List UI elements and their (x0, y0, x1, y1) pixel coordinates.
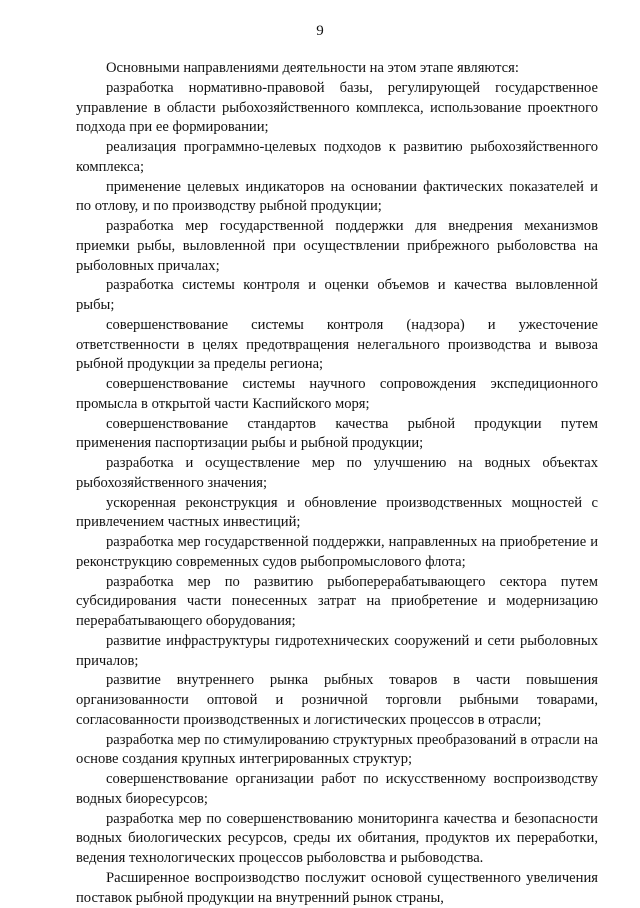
paragraph: разработка нормативно-правовой базы, регулирующей государственное управление в области рыбохозяйственного комплекса, использование проектного подхода при ее формировании; (76, 79, 598, 136)
paragraph: разработка мер по совершенствованию мониторинга качества и безопасности водных биологических ресурсов, среды их обитания, продуктов их переработки, ведения технологических процессов рыболовства и рыбоводства. (76, 810, 598, 866)
paragraph: разработка мер по стимулированию структурных преобразований в отрасли на основе создания крупных интегрированных структур; (76, 731, 598, 768)
paragraph: применение целевых индикаторов на основании фактических показателей и по отлову, и по производству рыбной продукции; (76, 178, 598, 215)
paragraph: Расширенное воспроизводство послужит основой существенного увеличения поставок рыбной продукции на внутренний рынок страны, (76, 869, 598, 906)
paragraph: совершенствование стандартов качества рыбной продукции путем применения паспортизации рыбы и рыбной продукции; (76, 415, 598, 452)
paragraph: разработка системы контроля и оценки объемов и качества выловленной рыбы; (76, 277, 598, 313)
paragraph: совершенствование системы научного сопровождения экспедиционного промысла в открытой части Каспийского моря; (76, 376, 598, 412)
paragraph: развитие инфраструктуры гидротехнических сооружений и сети рыболовных причалов; (76, 632, 598, 669)
paragraph: ускоренная реконструкция и обновление производственных мощностей с привлечением частных инвестиций; (76, 494, 598, 531)
paragraph: развитие внутреннего рынка рыбных товаров в части повышения организованности оптовой и розничной торговли рыбными товарами, согласованности производственных и логистических процессов в отрасли; (76, 672, 598, 728)
paragraph: разработка мер государственной поддержки для внедрения механизмов приемки рыбы, выловленной при осуществлении прибрежного рыболовства на рыболовных причалах; (76, 218, 598, 274)
paragraph: разработка мер государственной поддержки, направленных на приобретение и реконструкцию современных судов рыбопромыслового флота; (76, 534, 598, 570)
paragraph: разработка мер по развитию рыбоперерабатывающего сектора путем субсидирования части понесенных затрат на приобретение и модернизацию перерабатывающего оборудования; (76, 573, 598, 629)
page-number: 9 (316, 23, 324, 39)
paragraph: реализация программно-целевых подходов к развитию рыбохозяйственного комплекса; (76, 139, 598, 175)
paragraph: совершенствование организации работ по искусственному воспроизводству водных биоресурсов; (76, 771, 598, 807)
paragraph: разработка и осуществление мер по улучшению на водных объектах рыбохозяйственного значения; (76, 455, 598, 491)
body-text (76, 59, 598, 908)
paragraph: Основными направлениями деятельности на этом этапе являются: (106, 60, 519, 76)
paragraph: совершенствование системы контроля (надзора) и ужесточение ответственности в целях предотвращения нелегального производства и вывоза рыбной продукции за пределы региона; (76, 316, 598, 373)
